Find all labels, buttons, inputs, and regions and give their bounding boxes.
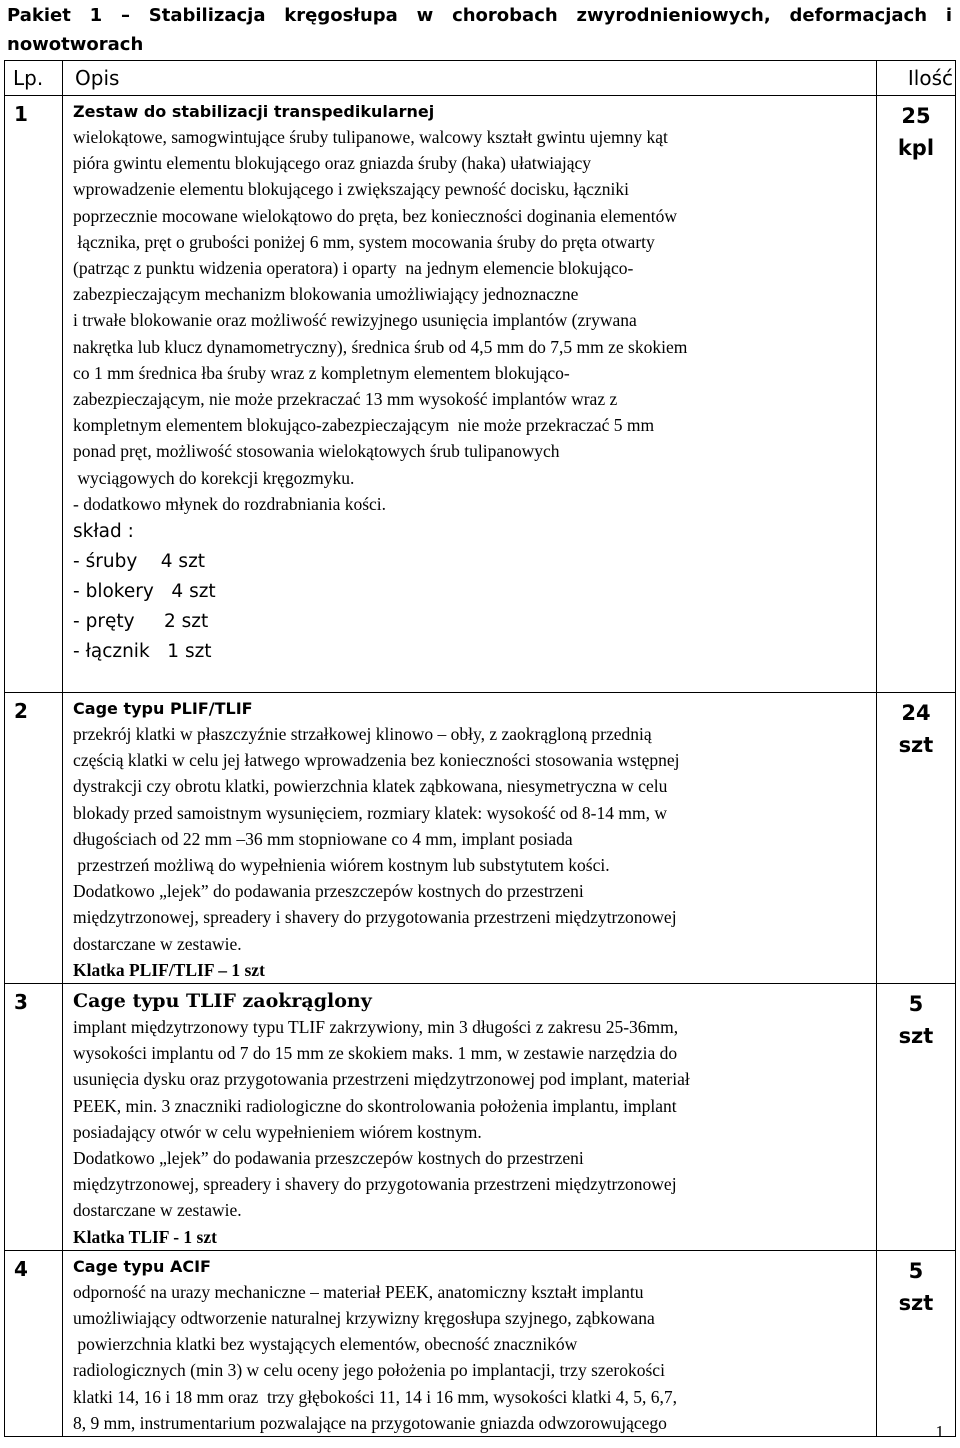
header-lp: Lp. — [5, 61, 63, 96]
desc-line: przestrzeń możliwą do wypełnienia wiórem kostnym lub substytutem kości. — [73, 855, 610, 876]
desc-line: nakrętka lub klucz dynamometryczny), średnica śrub od 4,5 mm do 7,5 mm ze skokiem — [73, 336, 688, 357]
header-ilosc: Ilość — [876, 61, 955, 96]
quantity-value: 5 — [908, 992, 924, 1017]
row-number: 1 — [5, 96, 63, 693]
item-title: Cage typu TLIF zaokrąglony — [73, 990, 372, 1013]
item-footer: Klatka TLIF - 1 szt — [73, 1226, 217, 1247]
item-title: Cage typu ACIF — [73, 1256, 211, 1276]
desc-line: i trwałe blokowanie oraz możliwość rewizyjnego usunięcia implantów (zrywana — [73, 310, 637, 331]
desc-line: częścią klatki w celu jej łatwego wprowadzenia bez konieczności stosowania wstępnej — [73, 750, 680, 771]
desc-line: zabezpieczającym mechanizm blokowania umożliwiający jednoznaczne — [73, 284, 579, 305]
desc-line: odporność na urazy mechaniczne – materiał PEEK, anatomiczny kształt implantu — [73, 1281, 644, 1302]
table-header-row — [5, 61, 956, 96]
composition-item: skład : — [73, 521, 134, 543]
row-description — [63, 693, 877, 984]
quantity-unit: szt — [898, 1290, 934, 1315]
desc-line: ponad pręt, możliwość stosowania wielokątowych śrub tulipanowych — [73, 441, 560, 462]
quantity-value: 25 — [901, 104, 931, 128]
desc-line: wyciągowych do korekcji kręgozmyku. — [73, 467, 355, 488]
composition-item: - blokery 4 szt — [73, 581, 216, 603]
desc-line: co 1 mm średnica łba śruby wraz z kompletnym elementem blokująco- — [73, 362, 570, 383]
desc-line: dystrakcji czy obrotu klatki, powierzchnia klatek ząbkowana, niesymetryczna w celu — [73, 776, 668, 797]
row-quantity — [876, 96, 955, 693]
desc-line: przekrój klatki w płaszczyźnie strzałkowej klinowo – obły, z zaokrągloną przednią — [73, 724, 652, 744]
quantity-unit: szt — [898, 733, 934, 757]
desc-line: międzytrzonowej, spreadery i shavery do przygotowania przestrzeni międzytrzonowej — [73, 1174, 677, 1195]
desc-line: międzytrzonowej, spreadery i shavery do przygotowania przestrzeni międzytrzonowej — [73, 907, 677, 928]
row-number: 4 — [5, 1250, 63, 1436]
desc-line: zabezpieczającym, nie może przekraczać 13 mm wysokość implantów wraz z — [73, 389, 618, 410]
desc-line: radiologicznych (min 3) w celu oceny jego położenia po implantacji, trzy szerokości — [73, 1360, 665, 1381]
desc-line: pióra gwintu elementu blokującego oraz gniazda śruby (haka) ułatwiający — [73, 153, 592, 174]
desc-line: dostarczane w zestawie. — [73, 933, 242, 954]
composition-item: - śruby 4 szt — [73, 551, 206, 573]
desc-line: Dodatkowo „lejek” do podawania przeszczepów kostnych do przestrzeni — [73, 1148, 584, 1169]
composition-item: - pręty 2 szt — [73, 611, 209, 633]
quantity-unit: kpl — [897, 136, 935, 160]
document-title-line-1: Pakiet 1 – Stabilizacja kręgosłupa w chorobach zwyrodnieniowych, deformacjach i — [7, 5, 952, 26]
row-quantity — [876, 984, 955, 1251]
quantity-unit: szt — [898, 1024, 934, 1049]
item-title: Cage typu PLIF/TLIF — [73, 699, 253, 718]
desc-line: posiadający otwór w celu wypełnieniem wiórem kostnym. — [73, 1121, 482, 1142]
desc-line: wielokątowe, samogwintujące śruby tulipanowe, walcowy kształt gwintu ujemny kąt — [73, 127, 668, 147]
desc-line: łącznika, pręt o grubości poniżej 6 mm, system mocowania śruby do pręta otwarty — [73, 231, 655, 252]
item-title: Zestaw do stabilizacji transpedikularnej — [73, 102, 435, 121]
desc-line: implant międzytrzonowy typu TLIF zakrzywiony, min 3 długości z zakresu 25-36mm, — [73, 1017, 679, 1038]
desc-line: 8, 9 mm, instrumentarium pozwalające na przygotowanie gniazda odwzorowującego — [73, 1412, 667, 1433]
desc-line: poprzecznie mocowane wielokątowo do pręta, bez konieczności doginania elementów — [73, 205, 678, 226]
desc-line: wysokości implantu od 7 do 15 mm ze skokiem maks. 1 mm, w zestawie narzędzia do — [73, 1043, 678, 1064]
table-row — [5, 1250, 956, 1436]
row-description — [63, 96, 877, 693]
desc-line: kompletnym elementem blokująco-zabezpieczającym nie może przekraczać 5 mm — [73, 415, 655, 436]
page-number: 1 — [935, 1422, 944, 1441]
desc-line: umożliwiający odtworzenie naturalnej krzywizny kręgosłupa szyjnego, ząbkowana — [73, 1308, 655, 1329]
desc-line: - dodatkowo młynek do rozdrabniania kości. — [73, 493, 387, 514]
desc-line: wprowadzenie elementu blokującego i zwiększający pewność docisku, łączniki — [73, 179, 629, 200]
desc-line: długościach od 22 mm –36 mm stopniowane co 4 mm, implant posiada — [73, 828, 573, 849]
desc-line: dostarczane w zestawie. — [73, 1200, 242, 1221]
desc-line: (patrząc z punktu widzenia operatora) i oparty na jednym elemencie blokująco- — [73, 258, 634, 279]
row-description — [63, 984, 877, 1251]
row-number: 2 — [5, 693, 63, 984]
desc-line: blokady przed samoistnym wysunięciem, rozmiary klatek: wysokość od 8-14 mm, w — [73, 802, 667, 823]
items-table — [4, 60, 956, 1437]
document-title-line-2: nowotworach — [7, 34, 144, 55]
row-quantity — [876, 693, 955, 984]
quantity-value: 5 — [908, 1258, 924, 1283]
row-number: 3 — [5, 984, 63, 1251]
row-description — [63, 1250, 877, 1436]
composition-item: - łącznik 1 szt — [73, 641, 212, 663]
desc-line: usunięcia dysku oraz przygotowania przestrzeni międzytrzonowej pod implant, materiał — [73, 1069, 690, 1090]
table-row — [5, 96, 956, 693]
desc-line: PEEK, min. 3 znaczniki radiologiczne do skontrolowania położenia implantu, implant — [73, 1095, 677, 1116]
desc-line: Dodatkowo „lejek” do podawania przeszczepów kostnych do przestrzeni — [73, 881, 584, 902]
table-row — [5, 984, 956, 1251]
row-quantity — [876, 1250, 955, 1436]
desc-line: powierzchnia klatki bez wystających elementów, obecność znaczników — [73, 1334, 578, 1355]
item-footer: Klatka PLIF/TLIF – 1 szt — [73, 959, 265, 980]
quantity-value: 24 — [901, 701, 931, 725]
desc-line: klatki 14, 16 i 18 mm oraz trzy głębokości 11, 14 i 16 mm, wysokości klatki 4, 5, 6,7, — [73, 1386, 678, 1407]
header-opis: Opis — [63, 61, 877, 96]
table-row — [5, 693, 956, 984]
